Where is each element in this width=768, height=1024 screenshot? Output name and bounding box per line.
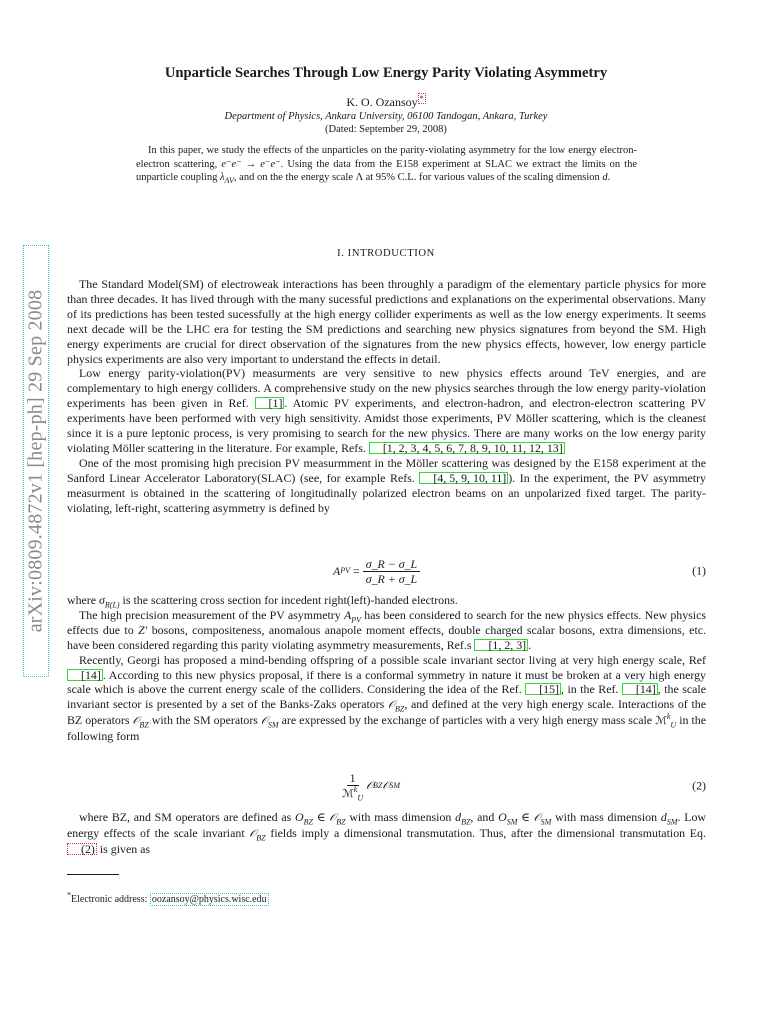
- intro-block-3: [67, 810, 706, 857]
- sigma-subscript: R(L): [104, 600, 120, 610]
- coupling-subscript: AV: [224, 176, 234, 186]
- paragraph-text: are expressed by the exchange of particles with a very high energy mass scale: [278, 713, 656, 728]
- equation-1: [67, 554, 706, 588]
- paragraph-text: is the scattering cross section for incedent right(left)-handed electrons.: [119, 593, 458, 607]
- abstract-text: . Using the data from the E158 experiment at SLAC we extract the limits on the unparticle coupling: [136, 158, 637, 183]
- operator-symbol: 𝒪: [260, 714, 268, 728]
- paragraph-text: bosons, compositeness, anomalous anapole moment effects, double charged scalar bosons, extra dimensions, etc. have been considered regarding this parity violating asymmetry measurements, Ref.s: [67, 622, 706, 652]
- paragraph-text: where: [67, 593, 100, 607]
- equation-reference-link[interactable]: (2): [67, 843, 97, 855]
- mass-scale-subscript: U: [357, 793, 364, 803]
- process-formula: e⁻e⁻ → e⁻e⁻: [221, 158, 281, 170]
- paragraph-text: , the scale invariant sector is presented by a set of the Banks-Zaks operators: [67, 682, 706, 712]
- intro-block-2: [67, 593, 706, 744]
- abstract-text: In this paper, we study the effects of the unparticles on the parity-violating asymmetry for the low energy electron-electron scattering,: [136, 145, 637, 170]
- paragraph-text: in the following form: [67, 713, 706, 744]
- paragraph-text: fields imply a dimensional transmutation. Thus, after the dimensional transmutation Eq.: [265, 825, 706, 840]
- operator-subscript: SM: [540, 817, 552, 827]
- dimension-subscript: SM: [666, 817, 678, 827]
- affiliation: Department of Physics, Ankara University, 06100 Tandogan, Ankara, Turkey: [224, 111, 548, 122]
- element-of: ∈: [312, 810, 330, 824]
- paper-title: Unparticle Searches Through Low Energy Parity Violating Asymmetry: [164, 65, 608, 81]
- citation-link[interactable]: [4, 5, 9, 10, 11]: [419, 472, 508, 484]
- operator-symbol: 𝒪: [132, 714, 140, 728]
- dimension-symbol: d: [602, 172, 608, 183]
- fraction-denominator: [339, 786, 366, 801]
- abstract-text: .: [607, 172, 611, 183]
- citation-link[interactable]: [15]: [525, 683, 561, 695]
- mass-scale-symbol: ℳ: [342, 787, 354, 800]
- author-name: K. O. Ozansoy: [346, 95, 418, 109]
- operator-subscript: BZ: [394, 704, 405, 714]
- citation-link[interactable]: [1]: [255, 397, 285, 409]
- scale-symbol: Λ: [355, 172, 363, 183]
- paragraph-text: , in the Ref.: [561, 682, 622, 697]
- operator-subscript: BZ: [256, 833, 266, 843]
- citation-link[interactable]: [1, 2, 3, 4, 5, 6, 7, 8, 9, 10, 11, 12, 13]: [369, 442, 565, 454]
- paragraph-2: [67, 366, 706, 455]
- email-link[interactable]: oozansoy@physics.wisc.edu: [151, 894, 267, 905]
- operator-symbol: O: [295, 810, 304, 824]
- paragraph-4: [67, 593, 706, 608]
- operator-subscript: SM: [506, 817, 518, 827]
- paragraph-text: Low energy parity-violation(PV) measurments are very sensitive to new physics effects around TeV energies, and are complementary to high energy colliders. A comprehensive study on the new physics searches through the low energy parity-violation experiments has been given in Ref.: [67, 366, 706, 411]
- equation-number: (1): [692, 563, 706, 578]
- equation-2-body: $\frac{1}{ℳ^k_U}$ 𝒪 BZ 𝒪 SM: [339, 768, 400, 804]
- operator-symbol: 𝒪: [249, 826, 257, 840]
- operator-subscript: BZ: [336, 817, 346, 827]
- citation-link[interactable]: [14]: [622, 683, 658, 695]
- operator-symbol: 𝒪: [366, 778, 374, 792]
- citation-link[interactable]: [14]: [67, 669, 103, 681]
- paragraph-text: One of the most promising high precision PV measurmment in the Möller scattering was designed by the E158 experiment at the Sanford Linear Accelerator Laboratory(SLAC) (see, for example Refs.: [67, 455, 706, 485]
- asymmetry-subscript: PV: [351, 615, 361, 625]
- operator-symbol: 𝒪: [329, 811, 337, 824]
- coupling-symbol: λ: [219, 172, 225, 183]
- operator-subscript: BZ: [303, 817, 313, 827]
- paragraph-text: . According to this new physics proposal, if there is a conformal symmetry in nature it must be broken at a very high energy scale which is above the current energy scale of the colliders. Considering the idea of the Ref.: [67, 667, 706, 697]
- paragraph-text: . Atomic PV experiments, and electron-hadron, and electron-electron scattering PV experiments have been performed with very high sensitivity. Amidst those experiments, PV Möller scattering, which is the cleanest since it is a pure leptonic process, is very promising to search for the new physics. There are many works on the low energy parity violating Möller scattering in the literature. For example, Refs.: [67, 396, 706, 455]
- mass-scale-superscript: k: [666, 712, 671, 722]
- equation-2: [67, 768, 706, 804]
- fraction: [363, 557, 420, 586]
- fraction-denominator: σ_R + σ_L: [365, 571, 418, 586]
- paragraph-text: , and: [470, 810, 499, 824]
- abstract-text: , and on the the energy scale: [233, 172, 356, 183]
- operator-symbol: 𝒪: [382, 778, 390, 792]
- arxiv-identifier[interactable]: [23, 245, 49, 677]
- element-of: ∈: [517, 810, 534, 824]
- paragraph-text: with mass dimension: [345, 810, 456, 824]
- date-line: (Dated: September 29, 2008): [325, 124, 447, 135]
- section-heading: I. INTRODUCTION: [337, 248, 435, 259]
- fraction-numerator: 1: [347, 771, 359, 786]
- sigma-symbol: σ: [99, 593, 105, 607]
- paragraph-3: [67, 456, 706, 516]
- paragraph-text: ). In the experiment, the PV asymmetry measurment is obtained in the scattering of longitudinally polarized electron beams on an unpolarized fixed target. The parity-violating, left-right, scattering asymmetry is defined by: [67, 470, 706, 515]
- paragraph-1: The Standard Model(SM) of electroweak interactions has been throughly a paradigm of the elementary particle physics for more than three decades. It has lived through with the many sucessful predictions and explanations on the experimental observations. Many of its predictions has been tested sucessfully at the high energy collider experiments as well as the low energy experiments. It seems next decade will be the LHC era for testing the SM predictions and searching new physics signatures from beyond the SM. High energy experiments are crucial for direct observation of the signatures from the new physics effects, however, low energy particle physics experiments are also very important to understand the effects in detail.: [67, 277, 706, 366]
- dimension-symbol: d: [660, 810, 667, 824]
- mass-scale-subscript: U: [670, 720, 677, 730]
- paragraph-7: [67, 810, 706, 857]
- operator-subscript: SM: [267, 720, 279, 730]
- equation-1-body: A PV = $\frac{\sigma\_R - \sigma\_L}{\sigma\_R + \sigma\_L}$: [333, 554, 420, 588]
- paragraph-text: The high precision measurement of the PV asymmetry: [79, 607, 344, 622]
- footnote-label: Electronic address:: [71, 894, 150, 905]
- equation-number: (2): [692, 778, 706, 793]
- asymmetry-symbol: A: [343, 607, 352, 622]
- author-footnote-mark[interactable]: *: [419, 94, 424, 103]
- mass-scale-symbol: ℳ: [655, 714, 667, 728]
- operator-symbol: O: [498, 810, 507, 824]
- footnote: [67, 890, 269, 906]
- equals-sign: =: [350, 563, 363, 578]
- paragraph-text: Recently, Georgi has proposed a mind-bending offspring of a possible scale invariant sector living at very high energy scale, Ref: [79, 652, 706, 667]
- citation-link[interactable]: [1, 2, 3]: [474, 639, 528, 651]
- fraction: [339, 771, 366, 801]
- dimension-subscript: BZ: [461, 817, 471, 827]
- paragraph-text: with the SM operators: [148, 713, 261, 728]
- footnote-rule: [67, 874, 119, 875]
- operator-symbol: 𝒪: [533, 811, 541, 824]
- intro-block-1: [67, 277, 706, 516]
- footnote-mark: *: [67, 890, 71, 900]
- paragraph-text: . Low energy effects of the scale invariant: [67, 810, 707, 840]
- paragraph-5: [67, 608, 706, 653]
- abstract-text: at 95% C.L. for various values of the scaling dimension: [362, 172, 603, 183]
- paragraph-text: has been considered to search for the new physics effects. New physics effects due to: [67, 607, 706, 637]
- mass-scale-superscript: k: [353, 785, 358, 795]
- paragraph-text: , and defined at the very high energy scale. Interactions of the BZ operators: [67, 697, 706, 728]
- fraction-numerator: σ_R − σ_L: [363, 557, 420, 572]
- zprime-symbol: Z′: [138, 622, 148, 637]
- paragraph-text: where BZ, and SM operators are defined as: [79, 810, 296, 824]
- paragraph-text: .: [528, 637, 532, 652]
- equation-lhs: A: [333, 563, 341, 578]
- abstract: [136, 144, 637, 185]
- author-line: [80, 94, 692, 110]
- dimension-symbol: d: [455, 810, 462, 824]
- paragraph-6: [67, 653, 706, 744]
- paragraph-text: with mass dimension: [551, 810, 661, 824]
- arxiv-identifier-text: arXiv:0809.4872v1 [hep-ph] 29 Sep 2008: [24, 289, 47, 633]
- operator-subscript: BZ: [139, 720, 149, 730]
- operator-symbol: 𝒪: [388, 698, 395, 712]
- paragraph-text: is given as: [96, 841, 151, 856]
